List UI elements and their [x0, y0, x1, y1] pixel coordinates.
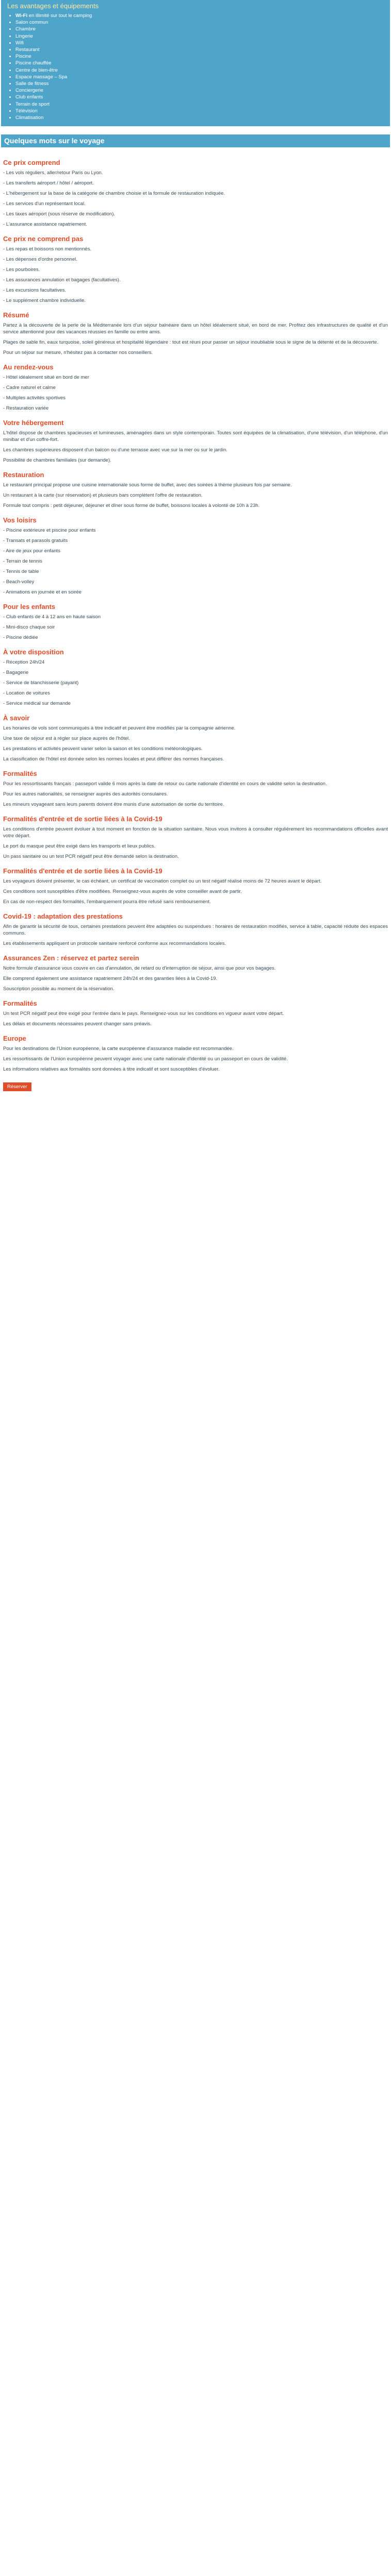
section-paragraph: Les conditions d'entrée peuvent évoluer à tout moment en fonction de la situation sanitaire. Nous vous invitons à consulter régulièrement les recommandations officielles avant votre départ. — [3, 826, 388, 839]
section-paragraph: - Les pourboires. — [3, 267, 40, 273]
amenity-label: Climatisation — [15, 115, 44, 121]
amenity-item — [15, 40, 384, 46]
amenity-label: Salle de fitness — [15, 81, 49, 87]
section-paragraph: Afin de garantir la sécurité de tous, certaines prestations peuvent être adaptées ou suspendues : horaires de restauration modifiés, service à table, capacité réduite des espaces communs. — [3, 924, 388, 937]
section-paragraph: - Réception 24h/24 — [3, 659, 45, 666]
info-section — [3, 815, 388, 860]
section-paragraph: - Piscine dédiée — [3, 635, 38, 641]
section-title: Formalités d'entrée et de sortie liées à la Covid-19 — [3, 815, 162, 823]
info-section — [3, 867, 388, 905]
section-title: À savoir — [3, 714, 30, 722]
section-paragraph: Les mineurs voyageant sans leurs parents doivent être munis d'une autorisation de sortie du territoire. — [3, 802, 224, 808]
section-paragraph: L'hôtel dispose de chambres spacieuses et lumineuses, aménagées dans un style contemporain. Toutes sont équipées de la climatisation, d'une télévision, d'un téléphone, d'un minibar et d'un coffre-fort. — [3, 430, 388, 443]
section-paragraph: Les informations relatives aux formalités sont données à titre indicatif et sont susceptibles d'évoluer. — [3, 1066, 220, 1073]
section-paragraph: Ces conditions sont susceptibles d'être modifiées. Renseignez-vous auprès de votre conseiller avant de partir. — [3, 889, 242, 895]
section-paragraph: - Les assurances annulation et bagages (facultatives). — [3, 277, 121, 283]
section-title: Ce prix comprend — [3, 159, 60, 167]
info-section — [3, 999, 388, 1027]
section-paragraph: - Les dépenses d'ordre personnel. — [3, 257, 77, 263]
amenity-label: Wifi — [15, 40, 24, 46]
amenity-label: Centre de bien-être — [15, 67, 58, 73]
info-section — [3, 516, 388, 596]
section-paragraph: Pour les destinations de l'Union européenne, la carte européenne d'assurance maladie est recommandée. — [3, 1046, 234, 1052]
section-title: Pour les enfants — [3, 603, 56, 611]
amenities-title: Les avantages et équipements — [7, 2, 99, 10]
section-paragraph: - L'assurance assistance rapatriement. — [3, 222, 87, 228]
section-title: Restauration — [3, 471, 44, 479]
amenity-label: Espace massage – Spa — [15, 74, 68, 80]
section-paragraph: - Service de blanchisserie (payant) — [3, 680, 79, 686]
info-section — [3, 363, 388, 412]
amenity-item — [15, 101, 384, 108]
amenity-item — [15, 74, 384, 80]
section-paragraph: Un test PCR négatif peut être exigé pour l'entrée dans le pays. Renseignez-vous sur les conditions en vigueur avant votre départ. — [3, 1011, 284, 1017]
section-paragraph: Elle comprend également une assistance rapatriement 24h/24 et des garanties liées à la Covid-19. — [3, 976, 218, 982]
info-section — [3, 419, 388, 464]
section-paragraph: - Hôtel idéalement situé en bord de mer — [3, 375, 89, 381]
amenity-item — [15, 46, 384, 53]
info-section — [3, 648, 388, 707]
section-paragraph: Les ressortissants de l'Union européenne peuvent voyager avec une carte nationale d'identité ou un passeport en cours de validité. — [3, 1056, 288, 1062]
amenity-label: Piscine — [15, 54, 31, 60]
section-paragraph: Les chambres supérieures disposent d'un balcon ou d'une terrasse avec vue sur la mer ou sur le jardin. — [3, 447, 228, 453]
section-paragraph: Les établissements appliquent un protocole sanitaire renforcé conforme aux recommandations locales. — [3, 941, 226, 947]
info-section — [3, 471, 388, 509]
section-paragraph: La classification de l'hôtel est donnée selon les normes locales et peut différer des normes françaises. — [3, 756, 224, 762]
section-paragraph: Partez à la découverte de la perle de la Méditerranée lors d'un séjour balnéaire dans un hôtel idéalement situé, en bord de mer. Profitez des infrastructures de qualité et d'un service attentionné pour des vacances réussies en famille ou entre amis. — [3, 323, 388, 335]
amenities-list — [7, 12, 384, 121]
section-paragraph: - Terrain de tennis — [3, 558, 42, 565]
section-paragraph: - Les services d'un représentant local. — [3, 201, 86, 207]
section-paragraph: - Club enfants de 4 à 12 ans en haute saison — [3, 614, 101, 620]
section-paragraph: - Service médical sur demande — [3, 701, 71, 707]
section-paragraph: Le port du masque peut être exigé dans les transports et lieux publics. — [3, 843, 156, 850]
section-paragraph: - Le supplément chambre individuelle. — [3, 298, 86, 304]
section-title: Formalités — [3, 999, 37, 1008]
section-paragraph: Pour les autres nationalités, se renseigner auprès des autorités consulaires. — [3, 791, 168, 798]
section-title: Assurances Zen : réservez et partez serein — [3, 954, 139, 962]
info-section — [3, 1035, 388, 1073]
amenity-label: Télévision — [15, 108, 38, 114]
section-title: Formalités — [3, 770, 37, 778]
section-paragraph: En cas de non-respect des formalités, l'embarquement pourra être refusé sans remboursement. — [3, 899, 211, 905]
amenity-label: Salon commun — [15, 20, 48, 26]
section-paragraph: - Aire de jeux pour enfants — [3, 548, 60, 554]
section-paragraph: Les prestations et activités peuvent varier selon la saison et les conditions météorologiques. — [3, 746, 203, 752]
info-section — [3, 912, 388, 947]
section-paragraph: Les horaires de vols sont communiqués à titre indicatif et peuvent être modifiés par la compagnie aérienne. — [3, 725, 236, 732]
amenity-item — [15, 60, 384, 66]
amenity-item — [15, 12, 384, 19]
section-paragraph: Pour un séjour sur mesure, n'hésitez pas à contacter nos conseillers. — [3, 350, 153, 356]
section-title: Covid-19 : adaptation des prestations — [3, 912, 123, 921]
amenity-label: Club enfants — [15, 94, 43, 100]
section-paragraph: - Les repas et boissons non mentionnés. — [3, 246, 92, 252]
page — [0, 0, 391, 1095]
amenity-item — [15, 94, 384, 100]
section-title: Au rendez-vous — [3, 363, 54, 371]
info-section — [3, 235, 388, 304]
section-paragraph: - Les excursions facultatives. — [3, 287, 66, 294]
section-paragraph: Notre formule d'assurance vous couvre en cas d'annulation, de retard ou d'interruption de séjour, ainsi que pour vos bagages. — [3, 965, 276, 972]
amenity-label: Conciergerie — [15, 88, 43, 94]
section-paragraph: - Animations en journée et en soirée — [3, 589, 82, 596]
section-paragraph: - L'hébergement sur la base de la catégorie de chambre choisie et la formule de restauration indiquée. — [3, 191, 225, 197]
section-paragraph: - Transats et parasols gratuits — [3, 538, 68, 544]
amenity-item — [15, 26, 384, 32]
section-paragraph: Les délais et documents nécessaires peuvent changer sans préavis. — [3, 1021, 152, 1027]
amenity-label: Lingerie — [15, 33, 33, 39]
amenity-item — [15, 108, 384, 114]
section-paragraph: Un pass sanitaire ou un test PCR négatif peut être demandé selon la destination. — [3, 854, 179, 860]
section-paragraph: Les voyageurs doivent présenter, le cas échéant, un certificat de vaccination complet ou un test négatif réalisé moins de 72 heures avant le départ. — [3, 878, 322, 885]
info-section — [3, 311, 388, 356]
section-paragraph: - Les transferts aéroport / hôtel / aéroport. — [3, 180, 94, 187]
amenity-label: Chambre — [15, 26, 36, 32]
trip-info-title: Quelques mots sur le voyage — [4, 137, 105, 145]
section-paragraph: Pour les ressortissants français : passeport valide 6 mois après la date de retour ou carte nationale d'identité en cours de validité selon la destination. — [3, 781, 327, 787]
cta-area — [1, 1076, 390, 1095]
section-paragraph: Possibilité de chambres familiales (sur demande). — [3, 457, 111, 464]
section-paragraph: - Cadre naturel et calme — [3, 385, 56, 391]
section-paragraph: - Location de voitures — [3, 690, 50, 697]
section-title: Europe — [3, 1035, 26, 1043]
section-paragraph: - Tennis de table — [3, 569, 39, 575]
section-title: Vos loisirs — [3, 516, 37, 524]
info-section — [3, 714, 388, 762]
amenity-label: Wi-Fi — [15, 13, 28, 19]
section-paragraph: - Piscine extérieure et piscine pour enfants — [3, 528, 96, 534]
amenity-item — [15, 114, 384, 121]
section-paragraph: - Les vols réguliers, aller/retour Paris ou Lyon. — [3, 170, 103, 176]
amenity-label: Piscine chauffée — [15, 60, 52, 66]
section-title: Ce prix ne comprend pas — [3, 235, 84, 243]
amenities-panel — [1, 0, 390, 126]
section-paragraph: - Restauration variée — [3, 405, 49, 412]
section-title: À votre disposition — [3, 648, 64, 656]
section-paragraph: Un restaurant à la carte (sur réservation) et plusieurs bars complètent l'offre de restauration. — [3, 493, 203, 499]
section-paragraph: Souscription possible au moment de la réservation. — [3, 986, 115, 992]
info-section — [3, 770, 388, 808]
info-section — [3, 159, 388, 228]
section-paragraph: - Multiples activités sportives — [3, 395, 66, 401]
section-paragraph: - Mini-disco chaque soir — [3, 624, 55, 631]
section-paragraph: Le restaurant principal propose une cuisine internationale sous forme de buffet, avec des soirées à thème plusieurs fois par semaine. — [3, 482, 292, 488]
section-paragraph: - Les taxes aéroport (sous réserve de modification). — [3, 211, 116, 217]
section-title: Résumé — [3, 311, 29, 319]
amenity-label: Restaurant — [15, 47, 40, 53]
book-button[interactable]: Réserver — [3, 1082, 31, 1091]
trip-content — [1, 147, 390, 1073]
amenity-item — [15, 53, 384, 60]
section-paragraph: Une taxe de séjour est à régler sur place auprès de l'hôtel. — [3, 736, 130, 742]
amenity-item — [15, 67, 384, 74]
section-paragraph: Plages de sable fin, eaux turquoise, soleil généreux et hospitalité légendaire : tout est réuni pour passer un séjour inoubliable sous le signe de la détente et de la découverte. — [3, 340, 379, 346]
info-section — [3, 603, 388, 641]
section-paragraph: Formule tout compris : petit déjeuner, déjeuner et dîner sous forme de buffet, boissons locales à volonté de 10h à 23h. — [3, 503, 260, 509]
amenity-item — [15, 80, 384, 87]
info-section — [3, 954, 388, 992]
section-paragraph: - Bagagerie — [3, 670, 29, 676]
amenity-suffix: en illimité sur tout le camping — [27, 13, 92, 19]
amenity-label: Terrain de sport — [15, 101, 50, 107]
section-title: Votre hébergement — [3, 419, 64, 427]
trip-info-banner — [1, 134, 390, 147]
section-paragraph: - Beach-volley — [3, 579, 35, 585]
amenity-item — [15, 33, 384, 40]
amenity-item — [15, 87, 384, 94]
section-title: Formalités d'entrée et de sortie liées à la Covid-19 — [3, 867, 162, 875]
amenity-item — [15, 19, 384, 26]
